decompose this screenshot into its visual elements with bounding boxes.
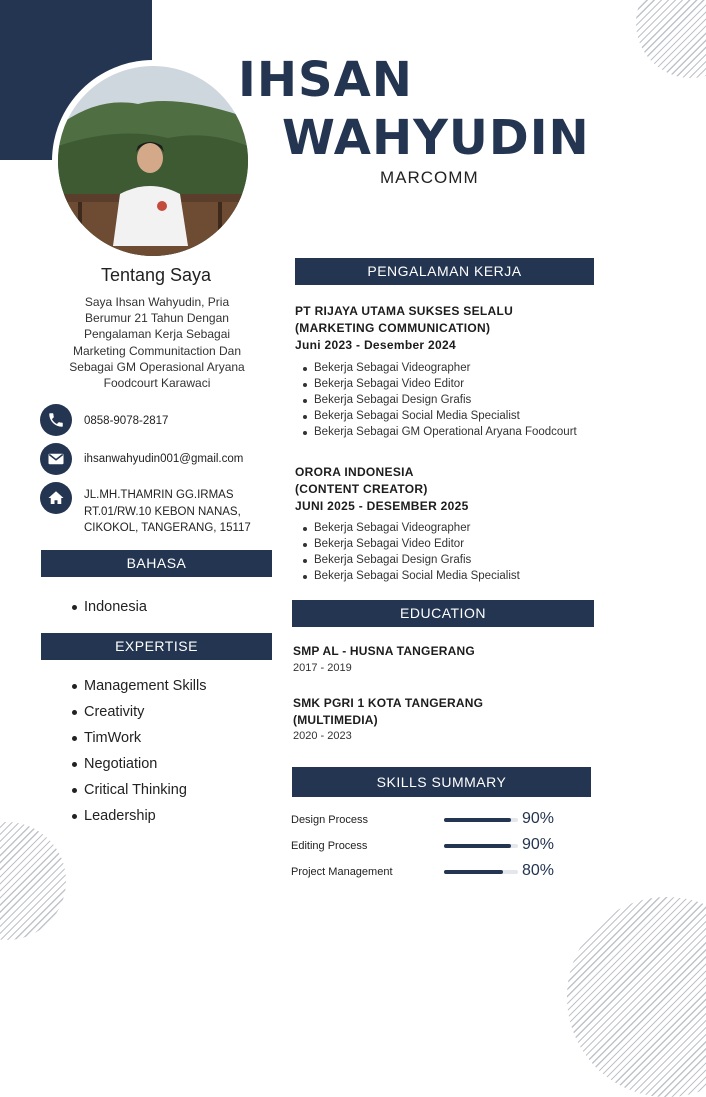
task-item: Bekerja Sebagai Video Editor xyxy=(295,537,520,553)
school-2-name xyxy=(293,695,483,729)
job-2-heading xyxy=(295,464,469,515)
name-first: IHSAN xyxy=(238,52,413,108)
skill-name: Editing Process xyxy=(291,840,368,852)
task-item: Bekerja Sebagai GM Operational Aryana Foodcourt xyxy=(295,425,577,441)
skill-bar xyxy=(444,870,518,874)
expertise-item: Negotiation xyxy=(70,754,207,780)
about-line: Sebagai GM Operasional Aryana xyxy=(69,359,245,374)
school-name-line: (MULTIMEDIA) xyxy=(293,713,378,727)
skill-bar-fill xyxy=(444,818,511,822)
job-1-heading xyxy=(295,303,513,354)
about-line: Foodcourt Karawaci xyxy=(103,376,211,391)
skill-percent: 80% xyxy=(522,862,555,879)
skill-bar xyxy=(444,818,518,822)
contact-email: ihsanwahyudin001@gmail.com xyxy=(84,453,244,465)
school-2-years: 2020 - 2023 xyxy=(293,730,352,742)
school-1-name xyxy=(293,643,475,660)
skill-percent: 90% xyxy=(522,836,555,853)
address-line: JL.MH.THAMRIN GG.IRMAS xyxy=(84,489,234,501)
expertise-item: TimWork xyxy=(70,728,207,754)
hatch-circle-bottom-right xyxy=(567,897,706,1097)
expertise-header: EXPERTISE xyxy=(41,633,272,660)
expertise-item: Leadership xyxy=(70,806,207,832)
school-name-line: SMP AL - HUSNA TANGERANG xyxy=(293,644,475,658)
job-period: Juni 2023 - Desember 2024 xyxy=(295,338,456,352)
task-item: Bekerja Sebagai Video Editor xyxy=(295,377,577,393)
job-role: (CONTENT CREATOR) xyxy=(295,482,428,496)
school-name-line: SMK PGRI 1 KOTA TANGERANG xyxy=(293,696,484,710)
expertise-item: Management Skills xyxy=(70,676,207,702)
contact-address xyxy=(84,487,251,537)
skill-percent: 90% xyxy=(522,810,555,827)
task-item: Bekerja Sebagai Design Grafis xyxy=(295,393,577,409)
contact-phone: 0858-9078-2817 xyxy=(84,415,169,427)
address-line: RT.01/RW.10 KEBON NANAS, xyxy=(84,505,241,518)
school-1-years: 2017 - 2019 xyxy=(293,662,352,674)
about-line: Berumur 21 Tahun Dengan xyxy=(85,311,229,326)
task-item: Bekerja Sebagai Social Media Specialist xyxy=(295,409,577,425)
job-company: ORORA INDONESIA xyxy=(295,465,414,479)
skills-header: SKILLS SUMMARY xyxy=(292,767,591,797)
task-item: Bekerja Sebagai Social Media Specialist xyxy=(295,569,520,585)
hatch-circle-left xyxy=(0,822,66,940)
task-item: Bekerja Sebagai Videographer xyxy=(295,521,520,537)
expertise-list xyxy=(70,676,207,832)
skill-name: Project Management xyxy=(291,866,393,878)
about-line: Saya Ihsan Wahyudin, Pria xyxy=(84,295,230,309)
about-title: Tentang Saya xyxy=(100,265,212,285)
name-last: WAHYUDIN xyxy=(282,110,590,166)
job-period: JUNI 2025 - DESEMBER 2025 xyxy=(295,499,469,513)
language-item: Indonesia xyxy=(70,597,147,623)
education-header: EDUCATION xyxy=(292,600,594,627)
job-role: (MARKETING COMMUNICATION) xyxy=(295,321,491,335)
skill-bar-fill xyxy=(444,870,503,874)
hatch-circle-top-right xyxy=(636,0,706,78)
expertise-item: Creativity xyxy=(70,702,207,728)
address-line: CIKOKOL, TANGERANG, 15117 xyxy=(84,522,251,534)
job-title: MARCOMM xyxy=(380,168,479,187)
about-line: Pengalaman Kerja Sebagai xyxy=(83,327,231,342)
task-item: Bekerja Sebagai Design Grafis xyxy=(295,553,520,569)
skill-bar xyxy=(444,844,518,848)
mail-icon xyxy=(40,443,72,475)
experience-header: PENGALAMAN KERJA xyxy=(295,258,594,285)
job-1-tasks xyxy=(295,361,577,441)
about-line: Marketing Communitaction Dan xyxy=(72,343,242,358)
job-2-tasks xyxy=(295,521,520,585)
phone-icon xyxy=(40,404,72,436)
job-company: PT RIJAYA UTAMA SUKSES SELALU xyxy=(295,304,514,318)
skill-bar-fill xyxy=(444,844,511,848)
skill-name: Design Process xyxy=(291,814,369,826)
home-icon xyxy=(40,482,72,514)
profile-photo xyxy=(58,66,248,256)
language-header: BAHASA xyxy=(41,550,272,577)
about-text xyxy=(52,294,262,391)
expertise-item: Critical Thinking xyxy=(70,780,207,806)
language-list xyxy=(70,597,147,623)
task-item: Bekerja Sebagai Videographer xyxy=(295,361,577,377)
